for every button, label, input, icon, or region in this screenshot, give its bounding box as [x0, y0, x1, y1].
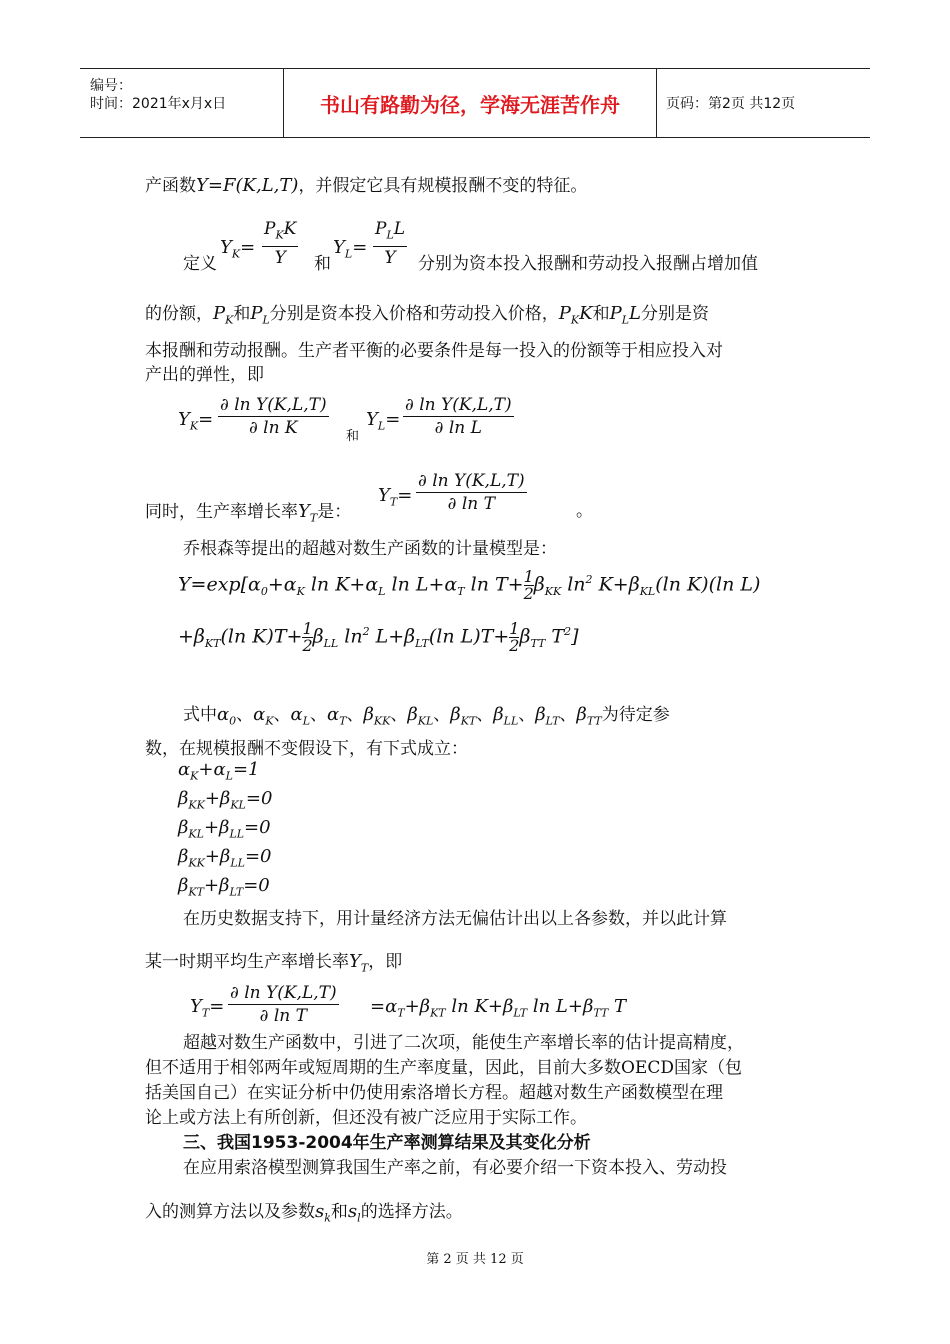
formula-translog-line-2: $+\beta_{KT}(\ln$ K)T+ $\frac{1}{2}$ $\beta_{LL}$ $\ln^2 L+\beta_{LT}(\ln$ L)T+ $\frac{1}{2}$ $\beta_{TT}$ $T^2$]: [178, 618, 579, 655]
paragraph-line-16: 在应用索洛模型测算我国生产率之前，有必要介绍一下资本投入、劳动投: [183, 1158, 727, 1178]
paragraph-line-3: 的份额，$P_K$和$P_L$分别是资本投入价格和劳动投入价格，$P_KK$和$P_LL$分别是资: [145, 303, 709, 327]
page-header: [80, 68, 870, 138]
formula-yk-elasticity-label: $Y_K=$: [178, 409, 214, 433]
formula-production-function: Y=F(K,L,T): [196, 175, 299, 196]
section-heading: 三、我国1953-2004年生产率测算结果及其变化分析: [183, 1133, 591, 1153]
formula-avg-yt-fraction: $\frac{\text{∂ ln Y(K,L,T)}}{\text{∂ ln T}}$: [230, 983, 337, 1026]
constraint-3: $\beta_{KL}+\beta_{LL}=0$: [178, 817, 271, 841]
paragraph-line-15: 论上或方法上有所创新，但还没有被广泛应用于实际工作。: [145, 1108, 587, 1128]
formula-yl-label: $Y_L=$: [333, 237, 368, 261]
formula-translog-line-1: $Y=\exp[\alpha_0+\alpha_K$ $\ln K+\alpha_L$ $\ln L+\alpha_T$ ln T+ $\frac{1}{2}$ $\beta_{KK}$ $\ln^2 K+\beta_{KL}(\ln$ K)(ln L): [178, 566, 761, 603]
paragraph-line-14: 括美国自己）在实证分析中仍使用索洛增长方程。超越对数生产函数模型在理: [145, 1083, 723, 1103]
time-label: 时间：2021年x月x日: [90, 96, 227, 112]
formula-yl-elasticity-fraction: $\frac{\text{∂ ln Y(K,L,T)}}{\text{∂ ln L}}$: [405, 395, 512, 438]
text-define-rest: 分别为资本投入报酬和劳动投入报酬占增加值: [418, 254, 758, 274]
paragraph-line-12: 超越对数生产函数中，引进了二次项，能使生产率增长率的估计提高精度，: [183, 1033, 744, 1053]
text-and-1: 和: [314, 254, 331, 274]
formula-yk-label: $Y_K=$: [220, 237, 256, 261]
paragraph-line-9: 数，在规模报酬不变假设下，有下式成立：: [145, 739, 468, 759]
paragraph-line-6: 同时，生产率增长率$Y_T$是：: [145, 501, 352, 525]
paragraph-line-10: 在历史数据支持下，用计量经济方法无偏估计出以上各参数，并以此计算: [183, 909, 727, 929]
code-label: 编号：: [90, 78, 132, 94]
text-period: 。: [576, 501, 593, 521]
paragraph-line-17: 入的测算方法以及参数$s_k$和$s_l$的选择方法。: [145, 1201, 463, 1225]
formula-yl-fraction: $P_LL$ Y: [375, 219, 406, 269]
formula-yk-fraction: $P_KK$ Y: [264, 219, 297, 269]
text-define: 定义: [183, 254, 217, 274]
header-motto: 书山有路勤为径，学海无涯苦作舟: [284, 69, 657, 137]
paragraph-line-13: 但不适用于相邻两年或短周期的生产率度量，因此，目前大多数OECD国家（包: [145, 1058, 742, 1078]
formula-yl-elasticity-label: $Y_L=$: [366, 409, 401, 433]
constraint-5: $\beta_{KT}+\beta_{LT}=0$: [178, 875, 270, 899]
paragraph-line-1: 产函数Y=F(K,L,T)，并假定它具有规模报酬不变的特征。: [145, 175, 588, 196]
page-footer: 第 2 页 共 12 页: [426, 1252, 524, 1267]
paragraph-line-8: 式中$\alpha_0$、$\alpha_K$、$\alpha_L$、$\alpha_T$、$\beta_{KK}$、$\beta_{KL}$、$\beta_{KT}$、$\beta_{LL}$、$\beta_{LT}$、$\beta_{TT}$为待定参: [183, 704, 670, 728]
paragraph-line-5: 产出的弹性，即: [145, 365, 264, 385]
formula-avg-yt-rhs: $=\alpha_T+\beta_{KT}$ $\ln K+\beta_{LT}$ $\ln L+\beta_{TT}$ T: [370, 996, 626, 1020]
formula-yt-label: $Y_T=$: [378, 485, 413, 509]
formula-yk-elasticity-fraction: $\frac{\text{∂ ln Y(K,L,T)}}{\text{∂ ln K}}$: [220, 395, 327, 438]
constraint-1: $\alpha_K+\alpha_L=1$: [178, 759, 260, 783]
text-chanhanshu: 产函数: [145, 176, 196, 196]
paragraph-line-4: 本报酬和劳动报酬。生产者平衡的必要条件是每一投入的份额等于相应投入对: [145, 341, 723, 361]
formula-avg-yt-label: $Y_T=$: [190, 996, 225, 1020]
text-and-2: 和: [346, 429, 360, 444]
paragraph-line-7: 乔根森等提出的超越对数生产函数的计量模型是：: [183, 539, 557, 559]
paragraph-line-11: 某一时期平均生产率增长率$Y_T$，即: [145, 951, 403, 975]
header-page-info: 页码：第2页 共12页: [666, 96, 796, 112]
formula-yt-fraction: $\frac{\text{∂ ln Y(K,L,T)}}{\text{∂ ln T}}$: [418, 471, 525, 514]
constraint-2: $\beta_{KK}+\beta_{KL}=0$: [178, 788, 273, 812]
header-meta: [80, 69, 284, 137]
constraint-4: $\beta_{KK}+\beta_{LL}=0$: [178, 846, 272, 870]
